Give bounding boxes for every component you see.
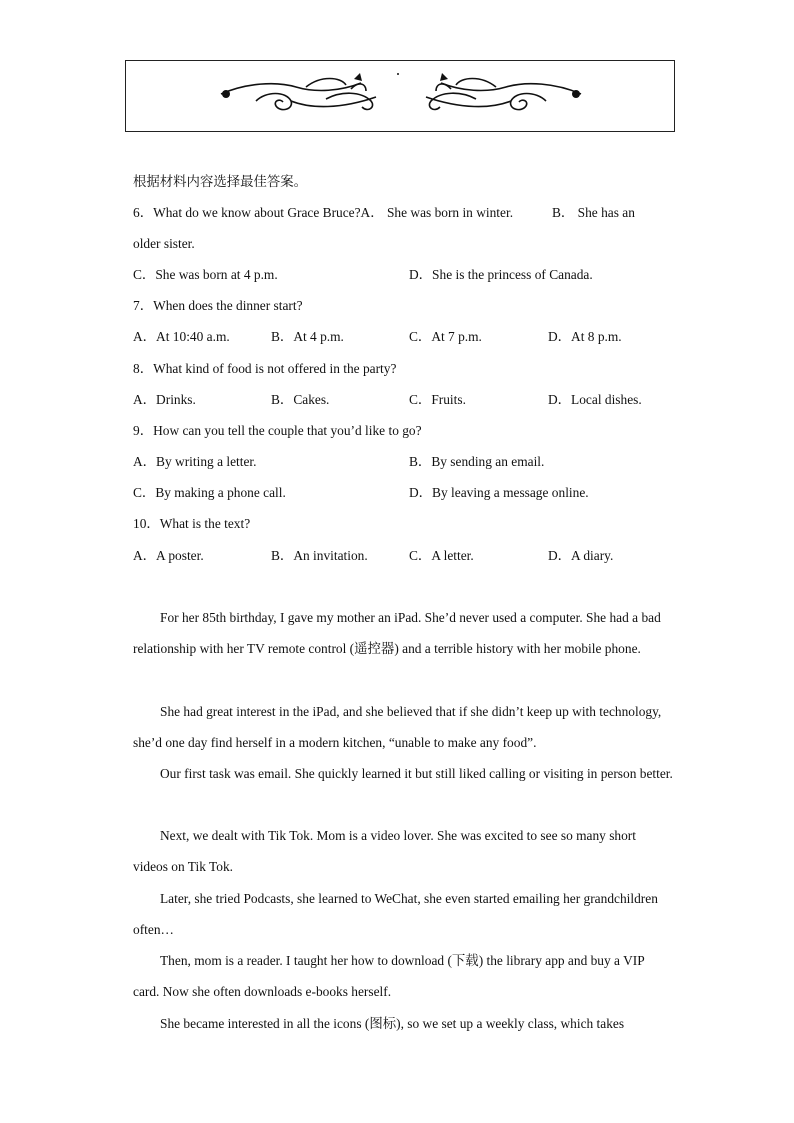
- question-8-option-a: A．Drinks.: [133, 392, 196, 407]
- question-8-option-c: C．Fruits.: [409, 392, 466, 407]
- question-9-option-a: A．By writing a letter.: [133, 454, 257, 469]
- question-9-option-b: B．By sending an email.: [409, 454, 545, 469]
- passage-paragraph-1: For her 85th birthday, I gave my mother an iPad. She’d never used a computer. She had a bad relationship with her TV remote control (遥控器) and a terrible history with her mobile phone.: [133, 610, 661, 657]
- passage-paragraph-6: Then, mom is a reader. I taught her how to download (下载) the library app and buy a VIP card. Now she often downloads e-books herself.: [133, 953, 645, 1000]
- question-10-option-a: A．A poster.: [133, 548, 204, 563]
- passage-paragraph-3: Our first task was email. She quickly learned it but still liked calling or visiting in person better.: [160, 766, 673, 781]
- question-10-option-b: B．An invitation.: [271, 548, 368, 563]
- question-6-option-c: C．She was born at 4 p.m.: [133, 267, 278, 282]
- instruction-text: 根据材料内容选择最佳答案。: [133, 174, 308, 189]
- question-10-option-c: C．A letter.: [409, 548, 474, 563]
- flourish-ornament-icon: [126, 61, 676, 133]
- question-10-stem: 10．What is the text?: [133, 516, 251, 531]
- passage-paragraph-7: She became interested in all the icons (图标), so we set up a weekly class, which takes: [160, 1016, 625, 1031]
- question-7-stem: 7．When does the dinner start?: [133, 298, 303, 313]
- question-6-stem-continued: older sister.: [133, 236, 195, 251]
- question-9-option-c: C．By making a phone call.: [133, 485, 286, 500]
- question-6-option-d: D．She is the princess of Canada.: [409, 267, 593, 282]
- passage-paragraph-4: Next, we dealt with Tik Tok. Mom is a video lover. She was excited to see so many short videos on Tik Tok.: [133, 828, 636, 875]
- decorative-header-banner: [125, 60, 675, 132]
- question-9-option-d: D．By leaving a message online.: [409, 485, 589, 500]
- question-6-stem: 6．What do we know about Grace Bruce?A． She was born in winter.: [133, 205, 514, 220]
- passage-paragraph-5: Later, she tried Podcasts, she learned to WeChat, she even started emailing her grandchildren often…: [133, 891, 658, 938]
- question-7-option-a: A．At 10:40 a.m.: [133, 329, 230, 344]
- question-8-stem: 8．What kind of food is not offered in the party?: [133, 361, 397, 376]
- question-8-option-d: D．Local dishes.: [548, 392, 642, 407]
- question-9-stem: 9．How can you tell the couple that you’d like to go?: [133, 423, 422, 438]
- question-7-option-d: D．At 8 p.m.: [548, 329, 622, 344]
- question-7-option-b: B．At 4 p.m.: [271, 329, 344, 344]
- question-7-option-c: C．At 7 p.m.: [409, 329, 482, 344]
- question-10-option-d: D．A diary.: [548, 548, 614, 563]
- question-8-option-b: B．Cakes.: [271, 392, 330, 407]
- question-6-option-b: B． She has an: [552, 205, 635, 220]
- passage-paragraph-2: She had great interest in the iPad, and she believed that if she didn’t keep up with technology, she’d one day find herself in a modern kitchen, “unable to make any food”.: [133, 704, 662, 751]
